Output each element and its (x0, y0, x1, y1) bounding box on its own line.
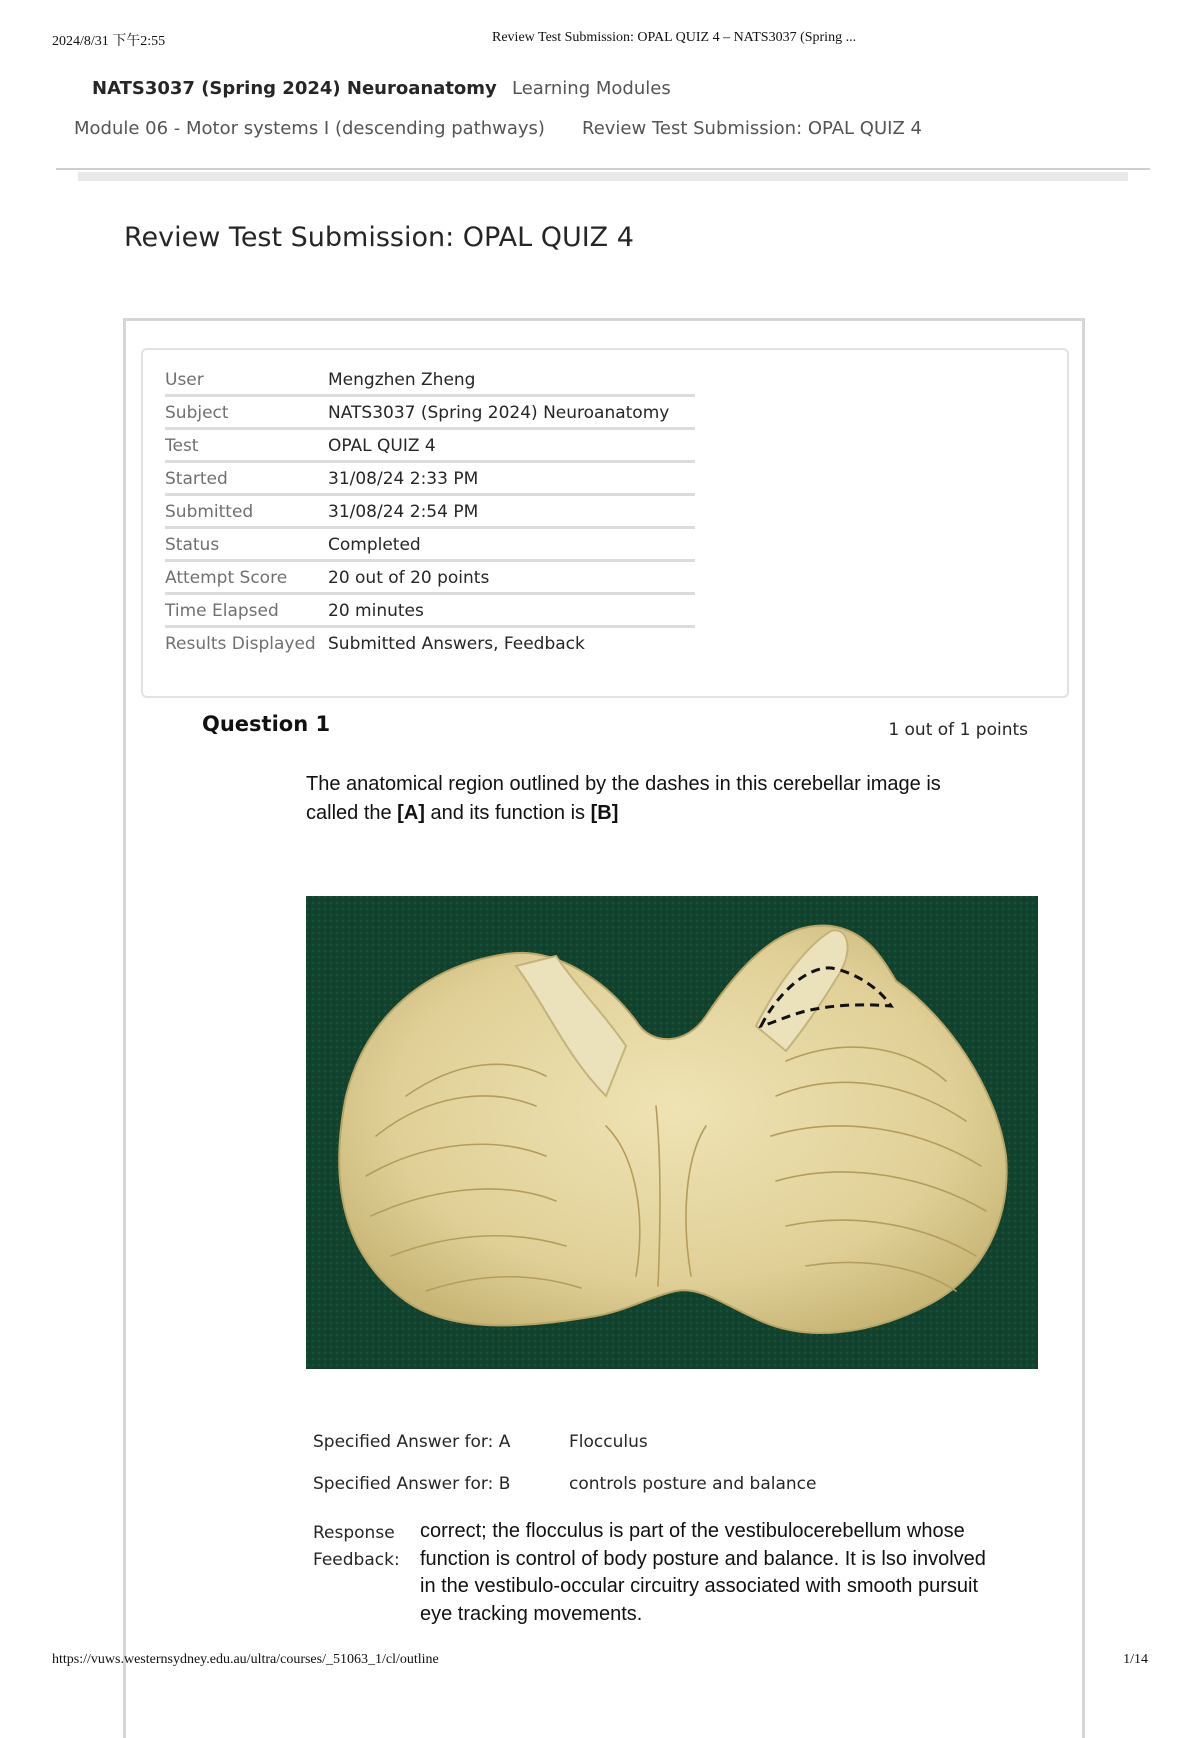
feedback-label-line: Feedback: (313, 1550, 400, 1570)
feedback-label (313, 1520, 409, 1574)
answer-row (313, 1474, 1033, 1516)
summary-label-attempt-score: Attempt Score (165, 568, 288, 588)
summary-row (165, 595, 695, 628)
summary-label-test: Test (165, 436, 199, 456)
question-text (306, 770, 1006, 828)
cerebellum-image (306, 896, 1038, 1369)
header-divider-band (78, 172, 1128, 181)
response-feedback (313, 1518, 1043, 1638)
answer-value-a: Flocculus (569, 1432, 648, 1452)
feedback-label-line: Response (313, 1523, 395, 1543)
print-url: https://vuws.westernsydney.edu.au/ultra/courses/_51063_1/cl/outline (52, 1652, 439, 1667)
question-points: 1 out of 1 points (888, 720, 1028, 740)
summary-value-attempt-score: 20 out of 20 points (328, 568, 490, 588)
feedback-text (420, 1518, 1040, 1628)
answer-label-a: Specified Answer for: A (313, 1432, 511, 1452)
breadcrumb-course[interactable]: NATS3037 (Spring 2024) Neuroanatomy (92, 78, 497, 99)
summary-value-test: OPAL QUIZ 4 (328, 436, 436, 456)
question-text-line (306, 799, 1006, 828)
submission-summary (141, 348, 1069, 698)
summary-row (165, 430, 695, 463)
summary-row (165, 628, 695, 661)
question-heading: Question 1 (202, 712, 331, 736)
question-text-line: The anatomical region outlined by the dashes in this cerebellar image is (306, 773, 941, 795)
breadcrumb-module[interactable]: Module 06 - Motor systems I (descending pathways) (74, 118, 545, 139)
breadcrumb-current: Review Test Submission: OPAL QUIZ 4 (582, 118, 922, 139)
question-text-fragment: called the (306, 802, 398, 824)
breadcrumb-learning-modules[interactable]: Learning Modules (512, 78, 671, 99)
page-title: Review Test Submission: OPAL QUIZ 4 (124, 222, 634, 253)
summary-label-submitted: Submitted (165, 502, 254, 522)
print-page-number: 1/14 (1123, 1652, 1148, 1667)
summary-row (165, 529, 695, 562)
specified-answers (313, 1432, 1033, 1516)
summary-label-time-elapsed: Time Elapsed (165, 601, 279, 621)
blank-b: [B] (590, 802, 619, 824)
summary-label-user: User (165, 370, 204, 390)
feedback-line: in the vestibulo-occular circuitry associated with smooth pursuit (420, 1575, 979, 1597)
print-document-title: Review Test Submission: OPAL QUIZ 4 – NATS3037 (Spring ... (492, 30, 857, 45)
summary-label-status: Status (165, 535, 220, 555)
feedback-line: correct; the flocculus is part of the vestibulocerebellum whose (420, 1520, 965, 1542)
blank-a: [A] (397, 802, 425, 824)
header-divider (56, 168, 1150, 170)
summary-value-user: Mengzhen Zheng (328, 370, 476, 390)
cerebellum-illustration (306, 896, 1038, 1369)
summary-table (165, 364, 695, 661)
summary-label-started: Started (165, 469, 228, 489)
summary-row (165, 562, 695, 595)
question-text-fragment: and its function is (424, 802, 591, 824)
print-footer (52, 1652, 1148, 1674)
summary-label-subject: Subject (165, 403, 229, 423)
summary-row (165, 463, 695, 496)
answer-label-b: Specified Answer for: B (313, 1474, 511, 1494)
breadcrumb-row-bottom (74, 118, 922, 139)
breadcrumb-row-top (92, 78, 671, 99)
summary-row (165, 496, 695, 529)
print-header (52, 30, 1148, 52)
summary-value-submitted: 31/08/24 2:54 PM (328, 502, 479, 522)
summary-value-subject: NATS3037 (Spring 2024) Neuroanatomy (328, 403, 670, 423)
feedback-line: eye tracking movements. (420, 1602, 643, 1625)
summary-value-started: 31/08/24 2:33 PM (328, 469, 479, 489)
summary-row (165, 364, 695, 397)
summary-value-time-elapsed: 20 minutes (328, 601, 424, 621)
print-date: 2024/8/31 下午2:55 (52, 34, 166, 49)
summary-value-results-displayed: Submitted Answers, Feedback (328, 634, 585, 654)
summary-row (165, 397, 695, 430)
summary-value-status: Completed (328, 535, 421, 555)
answer-row (313, 1432, 1033, 1474)
summary-label-results-displayed: Results Displayed (165, 634, 316, 654)
answer-value-b: controls posture and balance (569, 1474, 817, 1494)
feedback-line: function is control of body posture and balance. It is lso involved (420, 1547, 986, 1570)
